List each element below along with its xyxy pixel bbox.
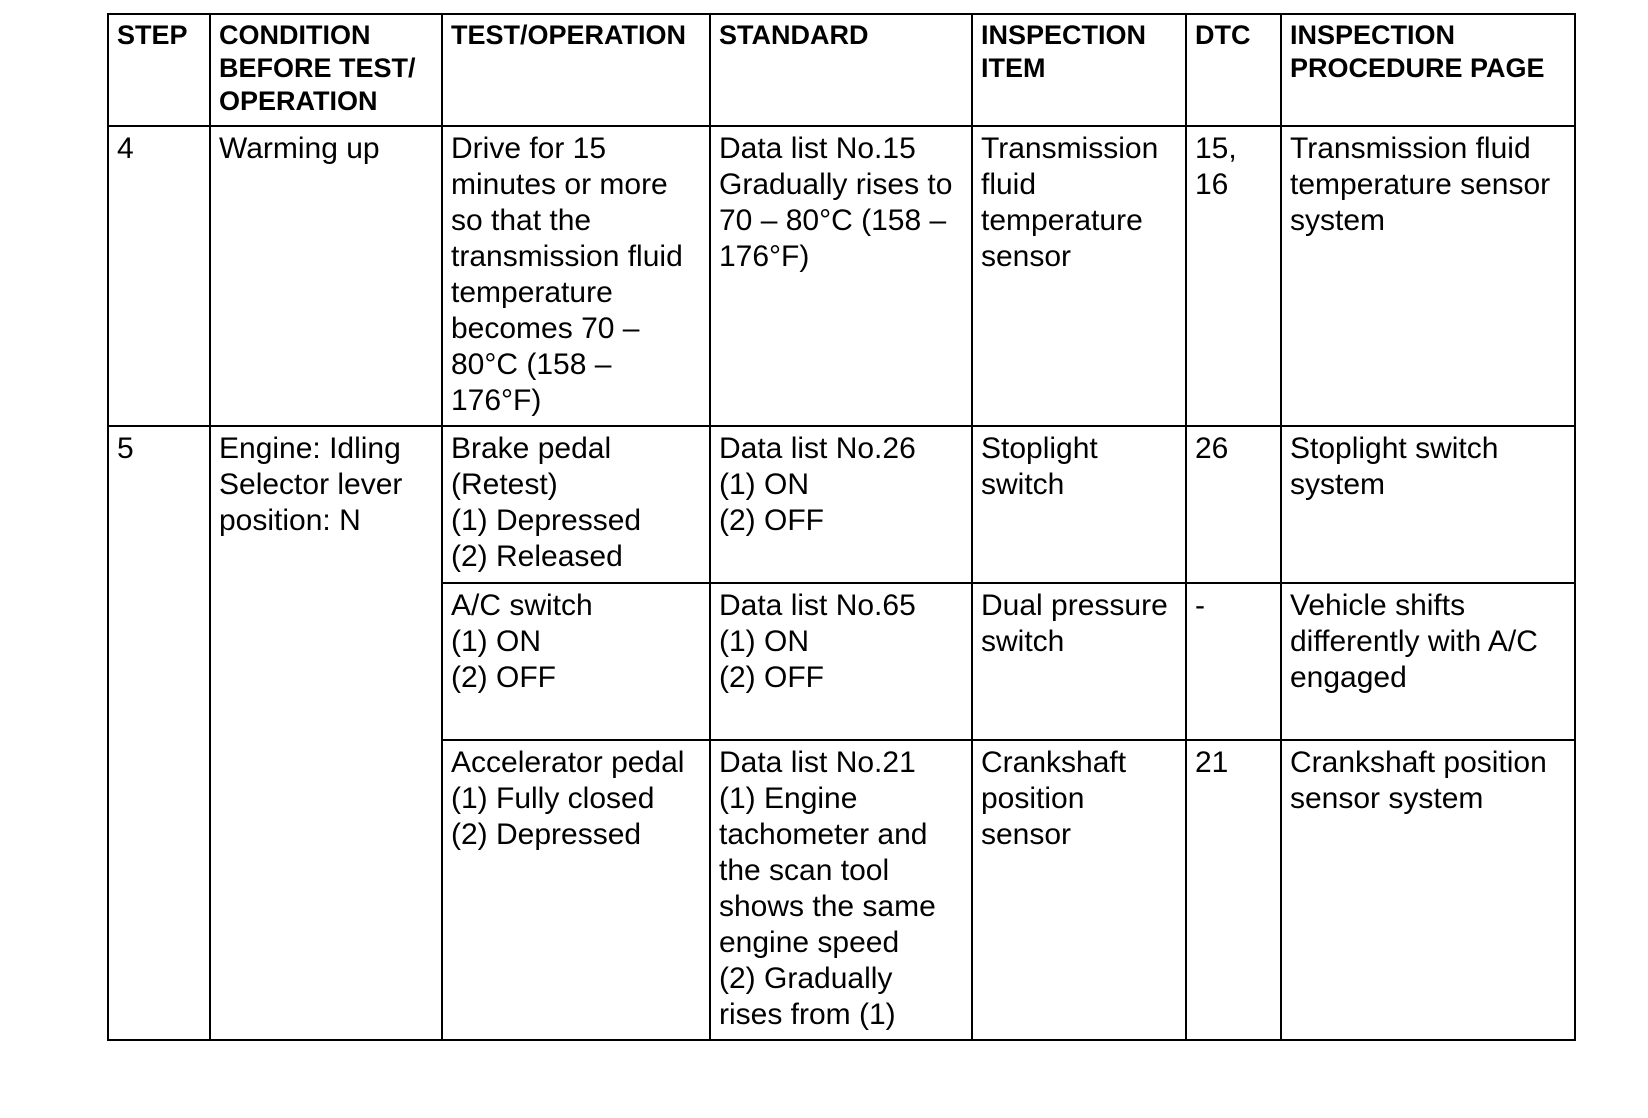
test-cell — [442, 740, 710, 1040]
standard-line: (1) ON — [719, 625, 809, 658]
procedure-cell: Crankshaft position sensor system — [1281, 740, 1575, 1040]
test-line: Brake pedal — [451, 432, 612, 465]
test-cell — [442, 583, 710, 740]
standard-line: (1) ON — [719, 468, 809, 501]
step-cell: 5 — [108, 426, 210, 1040]
standard-line: Data list No.65 — [719, 589, 916, 622]
test-line: (2) OFF — [451, 661, 556, 694]
header-procedure-page: INSPECTION PROCEDURE PAGE — [1281, 14, 1575, 126]
dtc-cell: 26 — [1186, 426, 1281, 583]
standard-line: (2) OFF — [719, 661, 824, 694]
dtc-cell: 21 — [1186, 740, 1281, 1040]
standard-line: Data list No.21 — [719, 746, 916, 779]
test-cell: Drive for 15 minutes or more so that the transmission fluid temperature becomes 70 – 80°C (158 – 176°F) — [442, 126, 710, 426]
standard-cell: Data list No.15 Gradually rises to 70 – 80°C (158 – 176°F) — [710, 126, 972, 426]
test-line: (1) Depressed — [451, 504, 642, 537]
test-line: (2) Depressed — [451, 818, 642, 851]
test-cell — [442, 426, 710, 583]
header-dtc: DTC — [1186, 14, 1281, 126]
header-row — [108, 14, 1575, 126]
test-line: (2) Released — [451, 540, 623, 573]
condition-line: Engine: Idling — [219, 432, 401, 465]
condition-line: Selector lever position: N — [219, 468, 403, 537]
procedure-cell: Stoplight switch system — [1281, 426, 1575, 583]
header-condition: CONDITION BEFORE TEST/ OPERATION — [210, 14, 442, 126]
procedure-cell: Transmission fluid temperature sensor system — [1281, 126, 1575, 426]
standard-cell — [710, 583, 972, 740]
inspection-table — [107, 13, 1576, 1041]
standard-line: (1) Engine tachometer and the scan tool shows the same engine speed — [719, 782, 936, 959]
inspection-item-cell: Crankshaft position sensor — [972, 740, 1186, 1040]
standard-cell — [710, 740, 972, 1040]
dtc-cell: - — [1186, 583, 1281, 740]
header-inspection-item: INSPECTION ITEM — [972, 14, 1186, 126]
test-line: (1) Fully closed — [451, 782, 655, 815]
condition-cell: Warming up — [210, 126, 442, 426]
standard-cell — [710, 426, 972, 583]
header-step: STEP — [108, 14, 210, 126]
test-line: A/C switch — [451, 589, 593, 622]
table-row — [108, 126, 1575, 426]
inspection-item-cell: Transmission fluid temperature sensor — [972, 126, 1186, 426]
test-line: (1) ON — [451, 625, 541, 658]
header-standard: STANDARD — [710, 14, 972, 126]
inspection-item-cell: Dual pressure switch — [972, 583, 1186, 740]
procedure-cell: Vehicle shifts differently with A/C engaged — [1281, 583, 1575, 740]
table-row — [108, 426, 1575, 583]
inspection-item-cell: Stoplight switch — [972, 426, 1186, 583]
standard-line: (2) Gradually rises from (1) — [719, 962, 896, 1031]
dtc-cell: 15, 16 — [1186, 126, 1281, 426]
test-line: (Retest) — [451, 468, 558, 501]
standard-line: (2) OFF — [719, 504, 824, 537]
test-line: Accelerator pedal — [451, 746, 685, 779]
standard-line: Data list No.26 — [719, 432, 916, 465]
step-cell: 4 — [108, 126, 210, 426]
header-test-operation: TEST/OPERATION — [442, 14, 710, 126]
condition-cell — [210, 426, 442, 1040]
